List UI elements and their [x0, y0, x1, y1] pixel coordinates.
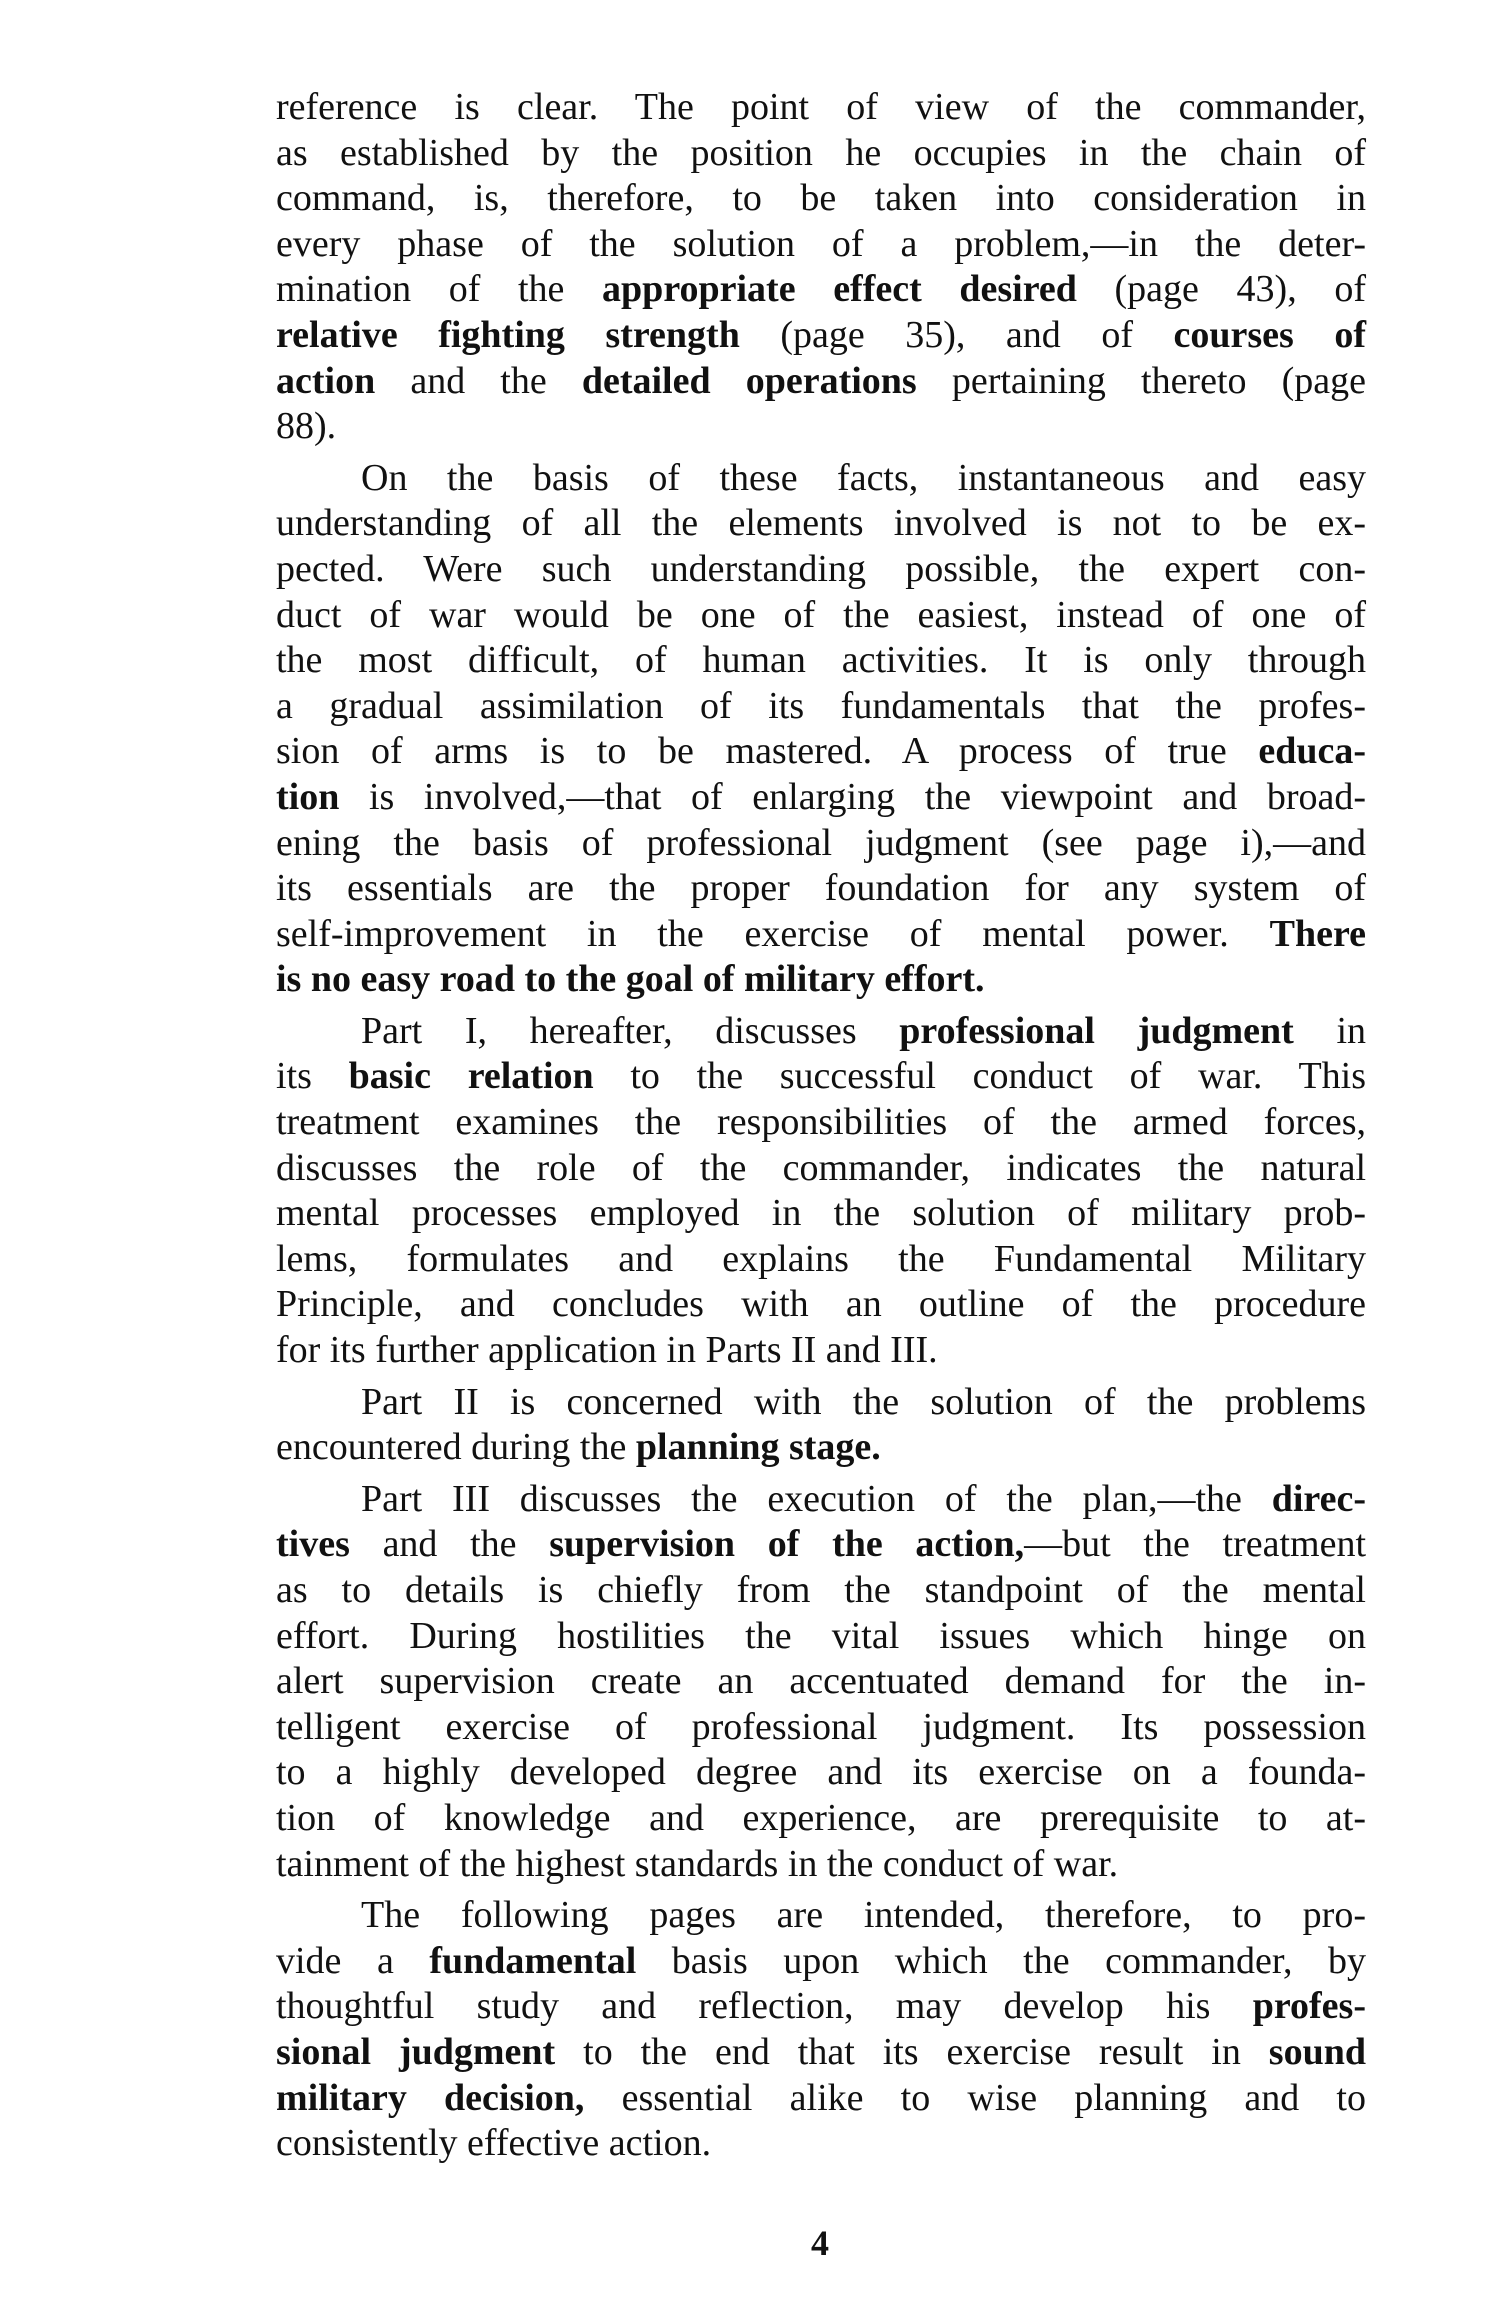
text-line — [276, 593, 1366, 639]
text-run: self-improvement in the exercise of mental power. — [276, 912, 1270, 955]
bold-text-run: basic relation — [348, 1055, 594, 1098]
text-run: basis upon which the commander, by — [636, 1939, 1366, 1982]
text-run: to a highly developed degree and its exercise on a founda- — [276, 1751, 1366, 1794]
text-line — [276, 1659, 1366, 1705]
bold-text-run: professional judgment — [899, 1009, 1294, 1052]
text-line — [276, 359, 1366, 405]
paragraph — [276, 85, 1366, 450]
text-run: —but the treatment — [1024, 1523, 1366, 1566]
text-run: The following pages are intended, therefore, to pro- — [361, 1894, 1366, 1937]
text-run: ening the basis of professional judgment (see page i),—and — [276, 821, 1366, 864]
text-run: sion of arms is to be mastered. A process of true — [276, 730, 1259, 773]
text-line — [276, 267, 1366, 313]
text-line — [276, 2076, 1366, 2122]
text-run: encountered during the — [276, 1426, 636, 1469]
text-line — [276, 1939, 1366, 1985]
paragraph — [276, 1477, 1366, 1887]
text-line — [276, 1100, 1366, 1146]
text-line — [276, 729, 1366, 775]
text-line — [276, 176, 1366, 222]
text-line — [276, 1146, 1366, 1192]
text-run: Part II is concerned with the solution of the problems — [361, 1380, 1366, 1423]
bold-text-run: tives — [276, 1523, 350, 1566]
bold-text-run: relative fighting strength — [276, 313, 740, 356]
bold-text-run: supervision of the action, — [549, 1523, 1025, 1566]
text-run: to the successful conduct of war. This — [593, 1055, 1366, 1098]
text-run: every phase of the solution of a problem,—in the deter- — [276, 222, 1366, 265]
text-run: reference is clear. The point of view of the commander, — [276, 86, 1366, 128]
bold-text-run: There — [1269, 912, 1366, 955]
text-line — [276, 1477, 1366, 1523]
text-line — [276, 866, 1366, 912]
text-run: pertaining thereto (page — [916, 359, 1367, 402]
text-line — [276, 1191, 1366, 1237]
body-text-column — [276, 85, 1366, 2167]
text-run: telligent exercise of professional judgment. Its possession — [276, 1705, 1366, 1748]
text-run: On the basis of these facts, instantaneous and easy — [361, 456, 1366, 499]
paragraph — [276, 1380, 1366, 1471]
text-line — [276, 638, 1366, 684]
bold-text-run: planning stage. — [635, 1426, 881, 1469]
text-line — [276, 1522, 1366, 1568]
text-run: duct of war would be one of the easiest, instead of one of — [276, 593, 1366, 636]
text-line — [276, 1425, 1366, 1471]
bold-text-run: sional judgment — [276, 2030, 556, 2073]
bold-text-run: detailed operations — [581, 359, 917, 402]
text-line — [276, 1282, 1366, 1328]
bold-text-run: educa- — [1258, 730, 1366, 773]
text-run: effort. During hostilities the vital issues which hinge on — [276, 1614, 1366, 1657]
text-run: is involved,—that of enlarging the viewpoint and broad- — [339, 775, 1366, 818]
text-run: Principle, and concludes with an outline of the procedure — [276, 1283, 1366, 1326]
text-line — [276, 456, 1366, 502]
text-line — [276, 2121, 1366, 2167]
bold-text-run: appropriate effect desired — [602, 268, 1077, 311]
text-line — [276, 1893, 1366, 1939]
text-line — [276, 1705, 1366, 1751]
text-line — [276, 404, 1366, 450]
text-run: Part III discusses the execution of the plan,—the — [361, 1477, 1272, 1520]
text-run: as established by the position he occupies in the chain of — [276, 131, 1366, 174]
text-run: in — [1293, 1009, 1367, 1052]
bold-text-run: military decision, — [276, 2076, 585, 2119]
bold-text-run: tion — [276, 775, 340, 818]
bold-text-run: action — [276, 359, 376, 402]
text-line — [276, 684, 1366, 730]
text-line — [276, 501, 1366, 547]
text-line — [276, 775, 1366, 821]
text-run: treatment examines the responsibilities of the armed forces, — [276, 1101, 1366, 1144]
text-run: (page 35), and of — [739, 313, 1174, 356]
text-line — [276, 957, 1366, 1003]
text-line — [276, 222, 1366, 268]
page-number: 4 — [811, 2223, 829, 2263]
bold-text-run: courses of — [1173, 313, 1366, 356]
text-line — [276, 313, 1366, 359]
text-run: mental processes employed in the solution of military prob- — [276, 1192, 1366, 1235]
bold-text-run: profes- — [1252, 1985, 1366, 2028]
paragraph — [276, 456, 1366, 1003]
text-line — [276, 2030, 1366, 2076]
text-run: command, is, therefore, to be taken into consideration in — [276, 177, 1366, 220]
text-run: essential alike to wise planning and to — [584, 2076, 1366, 2119]
bold-text-run: sound — [1268, 2030, 1366, 2073]
text-run: discusses the role of the commander, indicates the natural — [276, 1146, 1366, 1189]
text-line — [276, 1054, 1366, 1100]
text-run: pected. Were such understanding possible, the expert con- — [276, 547, 1366, 590]
text-run: the most difficult, of human activities. It is only through — [276, 639, 1366, 682]
text-run: and the — [349, 1523, 550, 1566]
bold-text-run: is no easy road to the goal of military effort. — [276, 958, 985, 1001]
paragraph — [276, 1009, 1366, 1374]
text-run: its — [276, 1055, 349, 1098]
text-line — [276, 821, 1366, 867]
text-run: tion of knowledge and experience, are prerequisite to at- — [276, 1796, 1366, 1839]
text-line — [276, 547, 1366, 593]
text-run: mination of the — [276, 268, 603, 311]
text-run: lems, formulates and explains the Fundamental Military — [276, 1237, 1366, 1280]
text-line — [276, 85, 1366, 131]
text-run: for its further application in Parts II and III. — [276, 1329, 938, 1372]
text-line — [276, 1614, 1366, 1660]
text-line — [276, 1009, 1366, 1055]
text-run: tainment of the highest standards in the conduct of war. — [276, 1842, 1119, 1885]
text-line — [276, 1796, 1366, 1842]
text-run: alert supervision create an accentuated demand for the in- — [276, 1660, 1366, 1703]
text-run: understanding of all the elements involved is not to be ex- — [276, 502, 1366, 545]
text-run: (page 43), of — [1076, 268, 1366, 311]
bold-text-run: direc- — [1271, 1477, 1366, 1520]
text-line — [276, 1984, 1366, 2030]
text-line — [276, 912, 1366, 958]
text-run: thoughtful study and reflection, may develop his — [276, 1985, 1253, 2028]
bold-text-run: fundamental — [429, 1939, 637, 1982]
text-line — [276, 1237, 1366, 1283]
paragraph — [276, 1893, 1366, 2167]
text-run: its essentials are the proper foundation for any system of — [276, 867, 1366, 910]
text-line — [276, 1568, 1366, 1614]
text-line — [276, 1842, 1366, 1888]
text-run: vide a — [276, 1939, 430, 1982]
text-run: 88). — [276, 405, 337, 448]
text-run: consistently effective action. — [276, 2122, 712, 2165]
text-line — [276, 1750, 1366, 1796]
text-run: to the end that its exercise result in — [555, 2030, 1269, 2073]
text-line — [276, 1380, 1366, 1426]
text-run: Part I, hereafter, discusses — [361, 1009, 900, 1052]
text-line — [276, 131, 1366, 177]
text-line — [276, 1328, 1366, 1374]
text-run: a gradual assimilation of its fundamentals that the profes- — [276, 684, 1366, 727]
text-run: as to details is chiefly from the standpoint of the mental — [276, 1569, 1366, 1611]
text-run: and the — [375, 359, 582, 402]
